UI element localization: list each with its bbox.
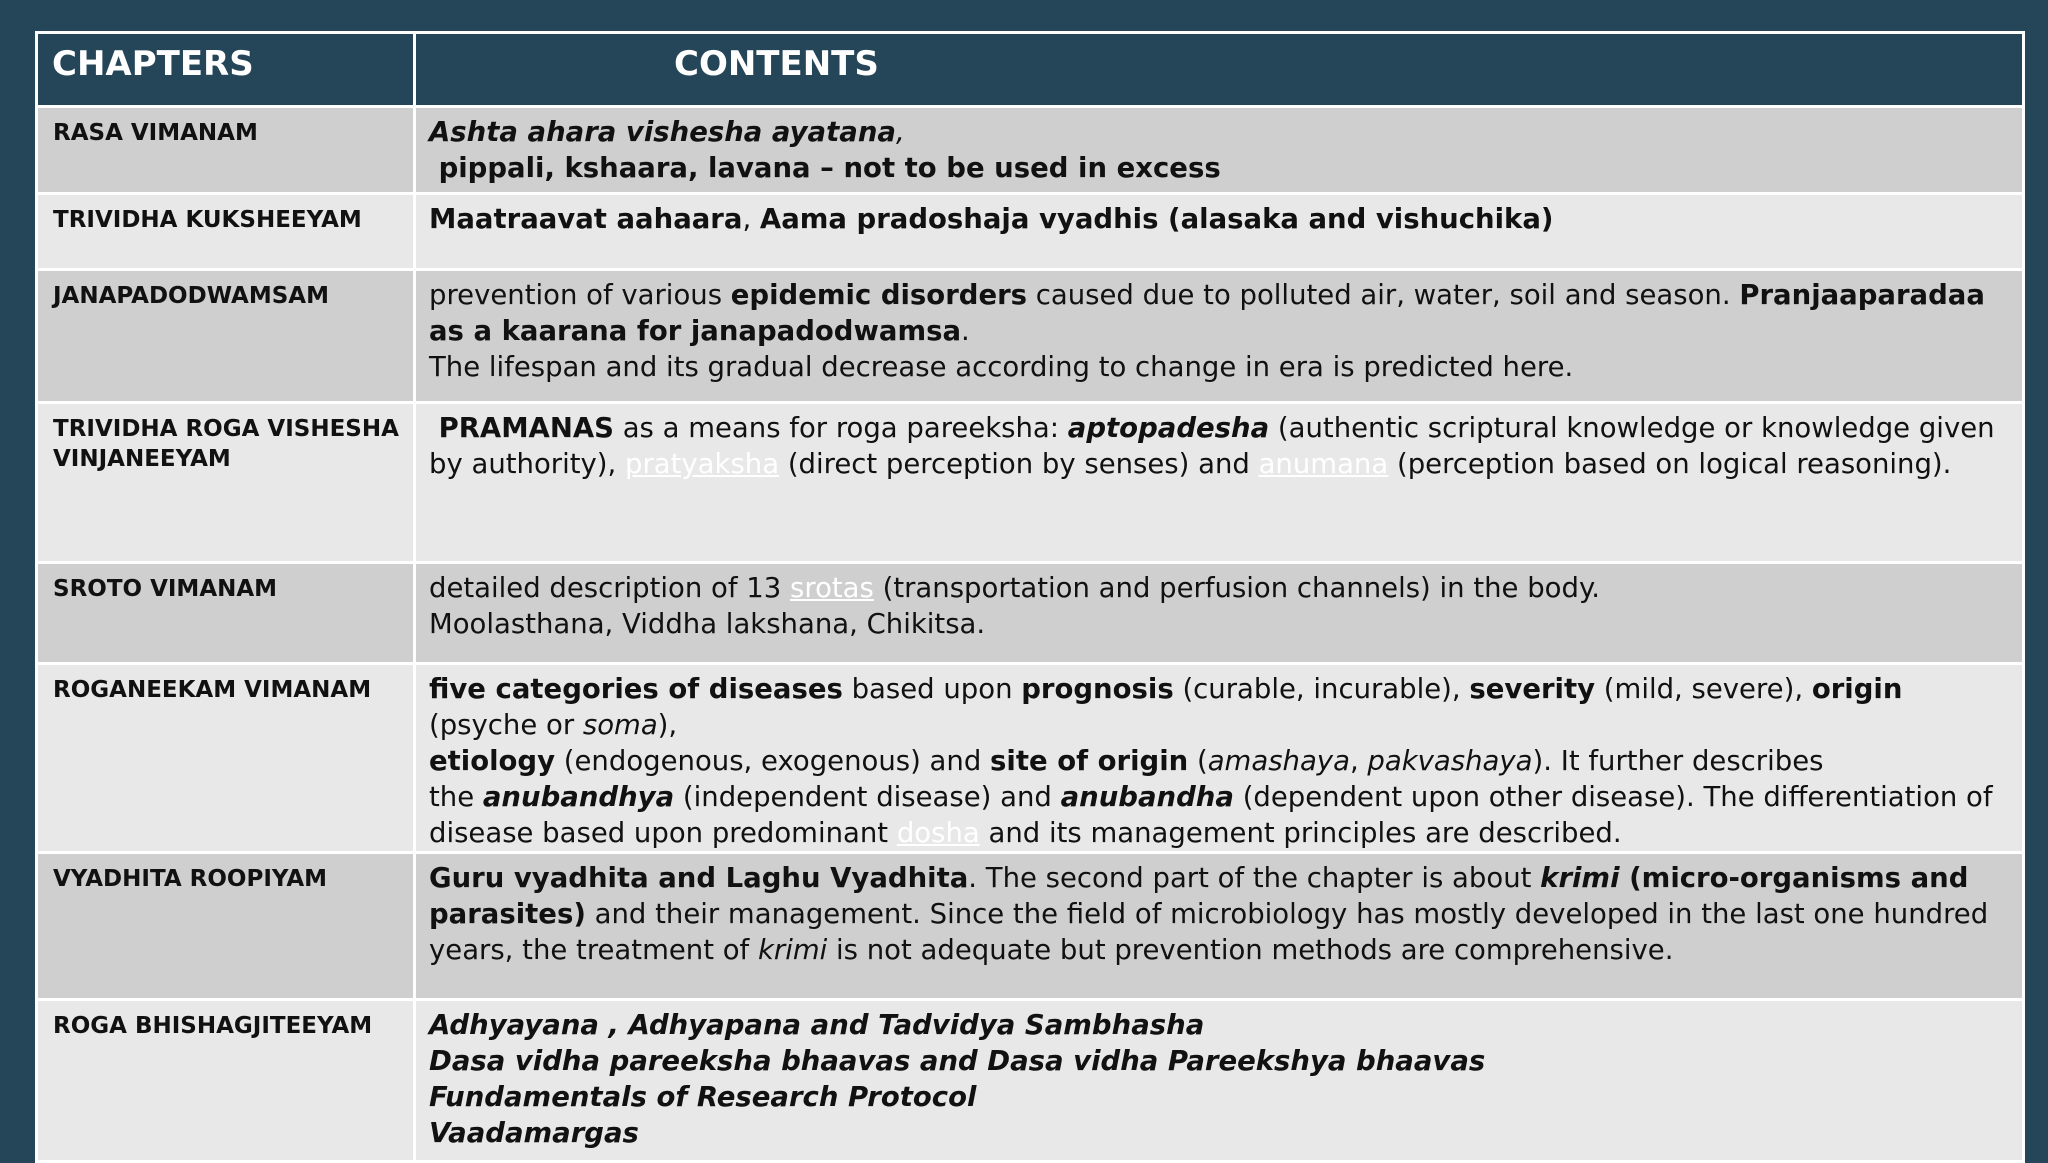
content-text: Dasa vidha pareeksha bhaavas and Dasa vidha Pareekshya bhaavas [429, 1045, 1486, 1077]
content-text: based upon [842, 673, 1022, 705]
content-text: (psyche or [429, 709, 583, 741]
content-text: five categories of diseases [429, 673, 843, 705]
table-row [37, 1000, 2024, 1162]
chapter-contents [415, 1000, 2024, 1162]
chapter-contents [415, 270, 2024, 403]
content-text: Pranjaaparadaa as a kaarana for janapadodwamsa [429, 279, 1985, 347]
content-text: pakvashaya [1367, 745, 1533, 777]
chapter-name: JANAPADODWAMSAM [37, 270, 415, 403]
content-text: krimi [1540, 862, 1620, 894]
content-text: (curable, incurable), [1173, 673, 1470, 705]
content-text: . The second part of the chapter is about [968, 862, 1541, 894]
chapters-header: CHAPTERS [37, 33, 415, 107]
table-row [37, 194, 2024, 270]
content-text: PRAMANAS [429, 412, 614, 444]
srotas-link[interactable]: srotas [790, 572, 874, 604]
table-row [37, 563, 2024, 664]
slide [35, 31, 2025, 1149]
content-text: (independent disease) and [674, 781, 1061, 813]
content-text: ), [657, 709, 678, 741]
content-text: (perception based on logical reasoning). [1388, 448, 1952, 480]
content-text: and its management principles are described. [979, 817, 1622, 849]
chapter-contents [415, 664, 2024, 853]
chapter-contents [415, 107, 2024, 194]
content-text: . [961, 315, 970, 347]
content-text: ( [1188, 745, 1208, 777]
chapter-contents [415, 194, 2024, 270]
chapter-name: ROGANEEKAM VIMANAM [37, 664, 415, 853]
dosha-link[interactable]: dosha [896, 817, 980, 849]
table-row [37, 107, 2024, 194]
content-text: , [1349, 745, 1368, 777]
content-text: Maatraavat aahaara [429, 203, 743, 235]
content-text: site of origin [990, 745, 1189, 777]
content-text: ). It further describes [1532, 745, 1824, 777]
content-text: prevention of various [429, 279, 731, 311]
content-text: krimi [757, 934, 828, 966]
chapters-table [35, 31, 2025, 1163]
chapter-name: SROTO VIMANAM [37, 563, 415, 664]
table-row [37, 664, 2024, 853]
content-text: (transportation and perfusion channels) in the body. [873, 572, 1601, 604]
header-row [37, 33, 2024, 107]
content-text: , [895, 116, 905, 148]
content-text: is not adequate but prevention methods are comprehensive. [827, 934, 1674, 966]
content-text: epidemic disorders [730, 279, 1028, 311]
content-text: (dependent upon other disease). The differentiation of disease based upon predominant [429, 781, 1993, 849]
content-text: severity [1469, 673, 1596, 705]
content-text: (authentic scriptural knowledge or knowledge given by authority), [429, 412, 1995, 480]
content-text: Moolasthana, Viddha lakshana, Chikitsa. [429, 608, 986, 640]
content-text: Ashta ahara vishesha ayatana [429, 116, 896, 148]
content-text: caused due to polluted air, water, soil and season. [1027, 279, 1740, 311]
table-row [37, 853, 2024, 1000]
chapter-contents [415, 853, 2024, 1000]
chapter-contents [415, 403, 2024, 563]
chapter-name: TRIVIDHA ROGA VISHESHA VINJANEEYAM [37, 403, 415, 563]
content-text: and their management. Since the field of microbiology has mostly developed in the last one hundred years, the treatment of [429, 898, 1989, 966]
table-row [37, 403, 2024, 563]
content-text: prognosis [1021, 673, 1174, 705]
contents-header: CONTENTS [415, 33, 2024, 107]
content-text: detailed description of 13 [429, 572, 791, 604]
chapter-name: TRIVIDHA KUKSHEEYAM [37, 194, 415, 270]
table-row [37, 270, 2024, 403]
content-text: Adhyayana , Adhyapana and Tadvidya Sambhasha [429, 1009, 1205, 1041]
content-text: (micro-organisms and parasites) [429, 862, 1969, 930]
content-text: the [429, 781, 483, 813]
content-text: (direct perception by senses) and [779, 448, 1259, 480]
content-text: aptopadesha [1067, 412, 1270, 444]
content-text: soma [582, 709, 658, 741]
chapter-name: VYADHITA ROOPIYAM [37, 853, 415, 1000]
content-text: The lifespan and its gradual decrease according to change in era is predicted here. [429, 351, 1574, 383]
pratyaksha-link[interactable]: pratyaksha [625, 448, 780, 480]
chapter-name: ROGA BHISHAGJITEEYAM [37, 1000, 415, 1162]
content-text: Aama pradoshaja vyadhis (alasaka and vishuchika) [759, 203, 1554, 235]
content-text: Vaadamargas [429, 1117, 639, 1149]
content-text: anubandhya [482, 781, 675, 813]
content-text: amashaya [1207, 745, 1350, 777]
content-text: Guru vyadhita and Laghu Vyadhita [429, 862, 969, 894]
content-text: , [742, 203, 760, 235]
content-text: pippali, kshaara, lavana – not to be used in excess [429, 152, 1221, 184]
content-text: anubandha [1060, 781, 1234, 813]
content-text: etiology [429, 745, 556, 777]
chapter-contents [415, 563, 2024, 664]
content-text: (mild, severe), [1595, 673, 1812, 705]
content-text: as a means for roga pareeksha: [613, 412, 1068, 444]
content-text: (endogenous, exogenous) and [555, 745, 991, 777]
chapter-name: RASA VIMANAM [37, 107, 415, 194]
content-text: origin [1811, 673, 1903, 705]
content-text: Fundamentals of Research Protocol [429, 1081, 977, 1113]
anumana-link[interactable]: anumana [1258, 448, 1389, 480]
